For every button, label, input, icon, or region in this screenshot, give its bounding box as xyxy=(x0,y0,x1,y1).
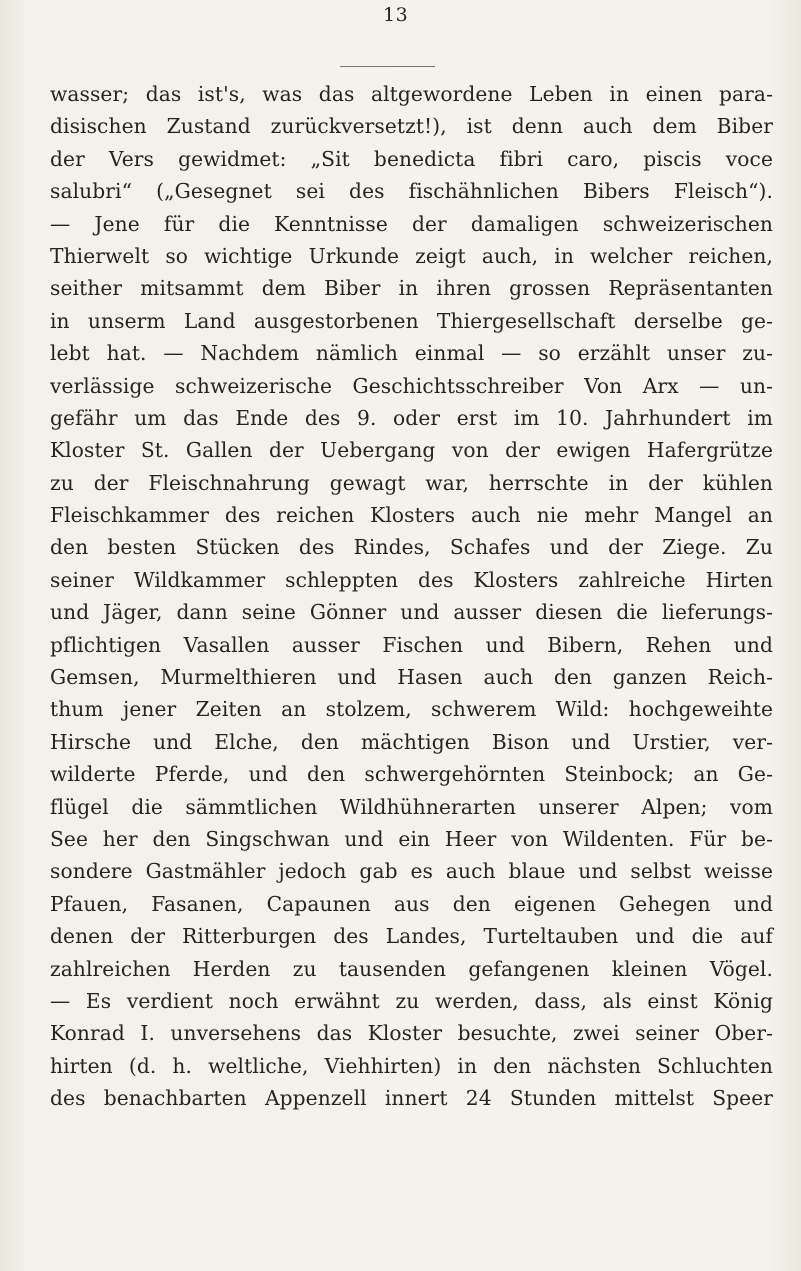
text-line-5: — Jene für die Kenntnisse der damaligen schweizerischen xyxy=(50,211,773,236)
text-line-13: zu der Fleischnahrung gewagt war, herrschte in der kühlen xyxy=(50,470,773,495)
text-line-22: wilderte Pferde, und den schwergehörnten Steinbock; an Ge- xyxy=(50,762,773,787)
header-rule xyxy=(340,66,435,67)
text-line-20: thum jener Zeiten an stolzem, schwerem Wild: hochgeweihte xyxy=(50,697,773,722)
text-line-4: salubri“ („Gesegnet sei des fischähnlichen Bibers Fleisch“). xyxy=(50,179,773,204)
text-line-6: Thierwelt so wichtige Urkunde zeigt auch, in welcher reichen, xyxy=(50,243,773,268)
text-line-21: Hirsche und Elche, den mächtigen Bison und Urstier, ver- xyxy=(50,729,773,754)
text-line-28: zahlreichen Herden zu tausenden gefangenen kleinen Vögel. xyxy=(50,956,773,981)
text-line-18: pflichtigen Vasallen ausser Fischen und Bibern, Rehen und xyxy=(50,632,773,657)
text-line-7: seither mitsammt dem Biber in ihren grossen Repräsentanten xyxy=(50,276,773,301)
text-line-12: Kloster St. Gallen der Uebergang von der ewigen Hafergrütze xyxy=(50,438,773,463)
text-line-8: in unserm Land ausgestorbenen Thiergesellschaft derselbe ge- xyxy=(50,308,773,333)
text-line-26: Pfauen, Fasanen, Capaunen aus den eigenen Gehegen und xyxy=(50,891,773,916)
body-text xyxy=(50,78,773,1115)
text-line-9: lebt hat. — Nachdem nämlich einmal — so erzählt unser zu- xyxy=(50,341,773,366)
text-line-19: Gemsen, Murmelthieren und Hasen auch den ganzen Reich- xyxy=(50,665,773,690)
text-line-16: seiner Wildkammer schleppten des Klosters zahlreiche Hirten xyxy=(50,567,773,592)
text-line-25: sondere Gastmähler jedoch gab es auch blaue und selbst weisse xyxy=(50,859,773,884)
text-line-15: den besten Stücken des Rindes, Schafes und der Ziege. Zu xyxy=(50,535,773,560)
text-line-31: hirten (d. h. weltliche, Viehhirten) in den nächsten Schluchten xyxy=(50,1053,773,1078)
text-line-14: Fleischkammer des reichen Klosters auch nie mehr Mangel an xyxy=(50,503,773,528)
text-line-11: gefähr um das Ende des 9. oder erst im 10. Jahrhundert im xyxy=(50,405,773,430)
text-line-30: Konrad I. unversehens das Kloster besuchte, zwei seiner Ober- xyxy=(50,1021,773,1046)
text-line-23: flügel die sämmtlichen Wildhühnerarten unserer Alpen; vom xyxy=(50,794,773,819)
text-line-2: disischen Zustand zurückversetzt!), ist denn auch dem Biber xyxy=(50,114,773,139)
text-line-29: — Es verdient noch erwähnt zu werden, dass, als einst König xyxy=(50,988,773,1013)
text-line-27: denen der Ritterburgen des Landes, Turteltauben und die auf xyxy=(50,924,773,949)
text-line-24: See her den Singschwan und ein Heer von Wildenten. Für be- xyxy=(50,826,773,851)
text-line-32: des benachbarten Appenzell innert 24 Stunden mittelst Speer xyxy=(50,1086,773,1111)
text-line-10: verlässige schweizerische Geschichtsschreiber Von Arx — un- xyxy=(50,373,773,398)
text-line-17: und Jäger, dann seine Gönner und ausser diesen die lieferungs- xyxy=(50,600,773,625)
text-line-3: der Vers gewidmet: „Sit benedicta fibri caro, piscis voce xyxy=(50,146,773,171)
page-number: 13 xyxy=(383,4,409,26)
text-line-1: wasser; das ist's, was das altgewordene Leben in einen para- xyxy=(50,82,773,106)
